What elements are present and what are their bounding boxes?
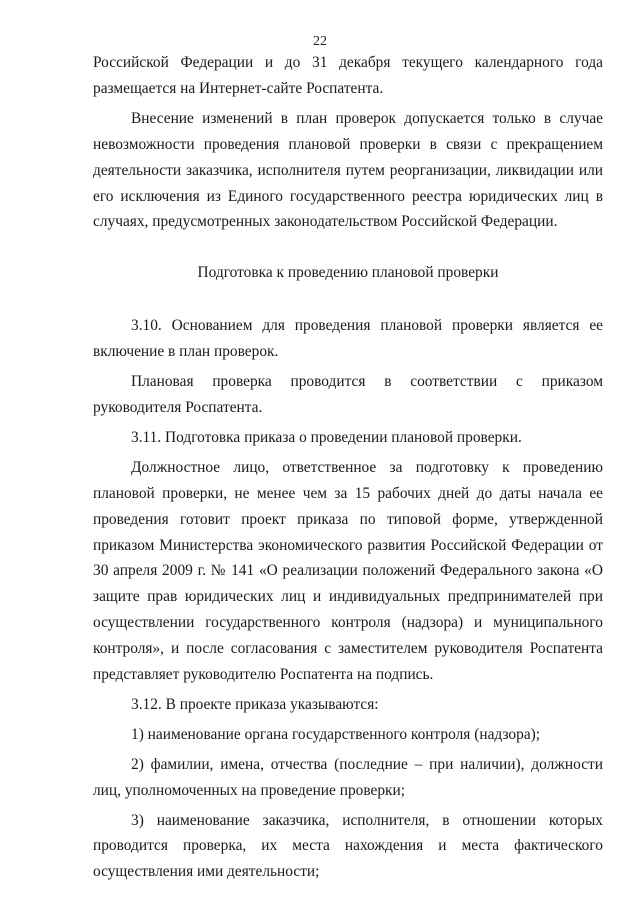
list-item-2: 2) фамилии, имена, отчества (последние – при наличии), должности лиц, уполномоченных на проведение проверки;: [93, 755, 603, 799]
page-number: 22: [313, 34, 327, 49]
paragraph-3-11: 3.11. Подготовка приказа о проведении плановой проверки.: [131, 428, 522, 446]
paragraph-order-basis: Плановая проверка проводится в соответствии с приказом руководителя Роспатента.: [93, 373, 603, 416]
paragraph-3-12: 3.12. В проекте приказа указываются:: [131, 695, 379, 713]
paragraph-official-prepares: Должностное лицо, ответственное за подготовку к проведению плановой проверки, не менее чем за 15 рабочих дней до даты начала ее проведения готовит проект приказа по типовой форме, утвержденной приказом Министерства экономического развития Российской Федерации от 30 апреля 2009 г. № 141 «О реализации положений Федерального закона «О защите прав юридических лиц и индивидуальных предпринимателей при осуществлении государственного контроля (надзора) и муниципального контроля», и после согласования с заместителем руководителя Роспатента представляет руководителю Роспатента на подпись.: [93, 458, 603, 684]
paragraph-plan-changes: Внесение изменений в план проверок допускается только в случае невозможности проведения плановой проверки в связи с прекращением деятельности заказчика, исполнителя путем реорганизации, ликвидации или его исключения из Единого государственного реестра юридических лиц в случаях, предусмотренных законодательством Российской Федерации.: [93, 109, 603, 231]
paragraph-continuation: Российской Федерации и до 31 декабря текущего календарного года размещается на Интернет-сайте Роспатента.: [93, 54, 603, 97]
paragraph-3-10: 3.10. Основанием для проведения плановой проверки является ее включение в план проверок.: [93, 317, 603, 361]
list-item-1: 1) наименование органа государственного контроля (надзора);: [131, 725, 541, 743]
list-item-3: 3) наименование заказчика, исполнителя, в отношении которых проводится проверка, их места нахождения и места фактического осуществления ими деятельности;: [93, 811, 603, 881]
document-body: [93, 50, 603, 885]
section-heading: Подготовка к проведению плановой проверки: [197, 264, 499, 282]
